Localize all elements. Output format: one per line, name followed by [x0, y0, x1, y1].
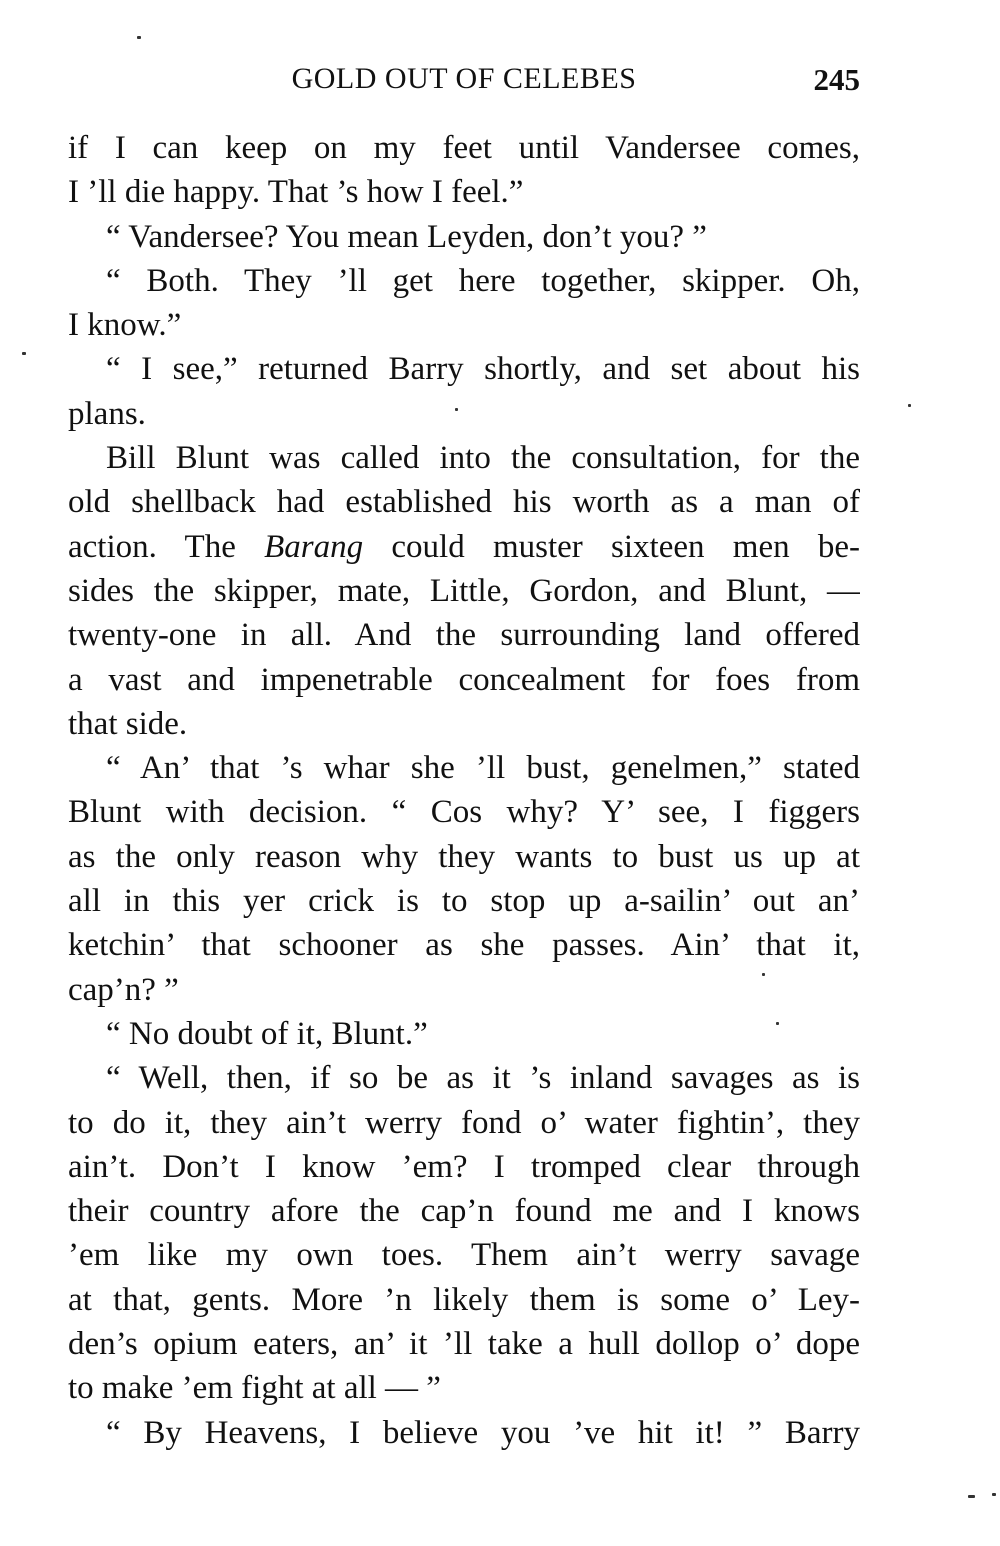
text-run: to do it, they ain’t werry fond o’ water fightin’, they	[68, 1104, 860, 1141]
text-line	[68, 1189, 860, 1233]
text-line	[68, 746, 860, 790]
text-line	[68, 259, 860, 303]
text-run: “ By Heavens, I believe you ’ve hit it! ” Barry	[106, 1414, 860, 1451]
text-line	[68, 1411, 860, 1455]
text-run: “ Vandersee? You mean Leyden, don’t you? ”	[106, 218, 707, 255]
text-run: “ Well, then, if so be as it ’s inland savages as is	[106, 1060, 860, 1097]
text-run: ketchin’ that schooner as she passes. Ain’ that it,	[68, 927, 860, 964]
scan-speck	[992, 1493, 996, 1496]
text-line	[68, 1056, 860, 1100]
text-line	[68, 1322, 860, 1366]
text-line	[68, 1366, 860, 1410]
scan-speck	[22, 352, 26, 355]
scan-speck	[762, 973, 765, 976]
text-run: action. The	[68, 528, 265, 565]
scan-speck	[137, 36, 141, 39]
text-line	[68, 879, 860, 923]
text-line	[68, 126, 860, 170]
text-run: a vast and impenetrable concealment for foes from	[68, 661, 860, 698]
ship-name: Barang	[264, 528, 364, 565]
scan-speck	[776, 1022, 779, 1025]
text-line	[68, 525, 860, 569]
text-line	[68, 923, 860, 967]
text-run: “ Both. They ’ll get here together, skipper. Oh,	[106, 262, 860, 299]
text-line	[68, 702, 860, 746]
text-line	[68, 569, 860, 613]
text-run: to make ’em fight at all — ”	[68, 1370, 441, 1407]
text-line	[68, 1233, 860, 1277]
text-run: Blunt with decision. “ Cos why? Y’ see, I figgers	[68, 794, 860, 831]
text-line	[68, 436, 860, 480]
text-run: “ I see,” returned Barry shortly, and set about his	[106, 351, 860, 388]
text-run: “ An’ that ’s whar she ’ll bust, genelmen,” stated	[106, 750, 860, 787]
scan-speck	[968, 1495, 975, 1498]
text-line	[68, 170, 860, 214]
text-run: ain’t. Don’t I know ’em? I tromped clear through	[68, 1148, 860, 1185]
text-run: at that, gents. More ’n likely them is some o’ Ley-	[68, 1281, 860, 1318]
running-title: GOLD OUT OF CELEBES	[291, 62, 637, 95]
text-line	[68, 215, 860, 259]
text-run: I know.”	[68, 307, 182, 344]
text-run: all in this yer crick is to stop up a-sailin’ out an’	[68, 883, 860, 920]
text-run: twenty-one in all. And the surrounding land offered	[68, 617, 860, 654]
text-line	[68, 480, 860, 524]
text-run: cap’n? ”	[68, 971, 179, 1008]
text-line	[68, 613, 860, 657]
text-run: could muster sixteen men be-	[363, 528, 860, 565]
text-run: that side.	[68, 705, 188, 742]
running-head	[68, 62, 860, 102]
text-line	[68, 1101, 860, 1145]
scan-speck	[455, 408, 458, 411]
text-line	[68, 1012, 860, 1056]
text-run: their country afore the cap’n found me and I knows	[68, 1193, 860, 1230]
text-line	[68, 392, 860, 436]
text-run: Bill Blunt was called into the consultation, for the	[106, 440, 860, 477]
text-run: ’em like my own toes. Them ain’t werry savage	[68, 1237, 860, 1274]
text-line	[68, 303, 860, 347]
text-line	[68, 1278, 860, 1322]
text-line	[68, 658, 860, 702]
text-line	[68, 790, 860, 834]
text-run: plans.	[68, 395, 146, 432]
scan-speck	[908, 404, 911, 407]
text-run: I ’ll die happy. That ’s how I feel.”	[68, 174, 524, 211]
text-run: “ No doubt of it, Blunt.”	[106, 1015, 428, 1052]
text-run: sides the skipper, mate, Little, Gordon, and Blunt, —	[68, 572, 860, 609]
text-line	[68, 1145, 860, 1189]
text-run: den’s opium eaters, an’ it ’ll take a hull dollop o’ dope	[68, 1326, 860, 1363]
page-number: 245	[813, 62, 860, 97]
text-run: if I can keep on my feet until Vandersee comes,	[68, 130, 860, 166]
text-run: as the only reason why they wants to bust us up at	[68, 838, 860, 875]
text-run: old shellback had established his worth as a man of	[68, 484, 860, 521]
text-line	[68, 835, 860, 879]
text-line	[68, 968, 860, 1012]
body-text	[68, 126, 860, 1455]
text-line	[68, 347, 860, 391]
